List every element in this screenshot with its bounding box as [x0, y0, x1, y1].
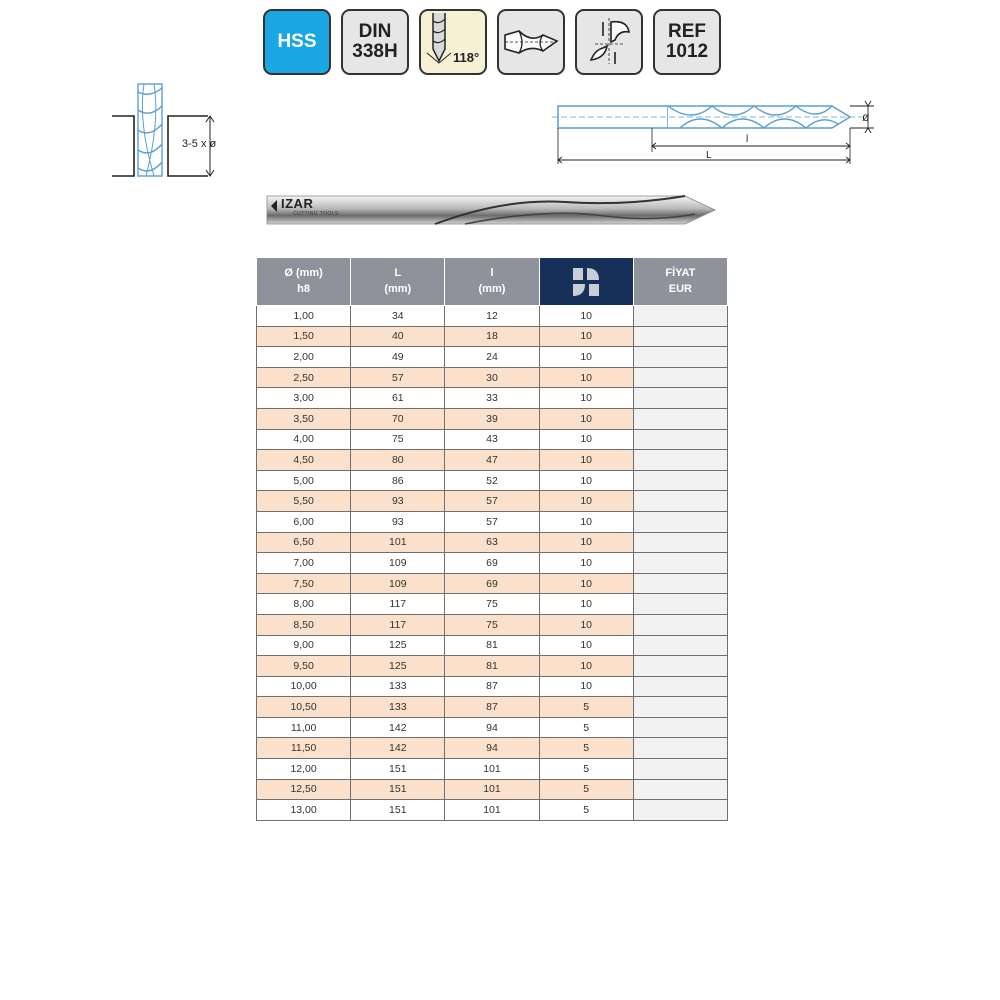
cell-total-length: 34 [351, 306, 445, 327]
header-diameter-line2: h8 [297, 282, 311, 295]
table-row [257, 470, 728, 491]
cell-total-length: 70 [351, 408, 445, 429]
cell-total-length: 49 [351, 347, 445, 368]
cell-diameter: 12,50 [257, 779, 351, 800]
cell-package-quantity: 10 [539, 491, 633, 512]
standard-line2: 338H [352, 41, 398, 62]
cell-package-quantity: 10 [539, 450, 633, 471]
table-row [257, 635, 728, 656]
cell-flute-length: 47 [445, 450, 539, 471]
cell-price[interactable] [633, 347, 727, 368]
cell-flute-length: 12 [445, 306, 539, 327]
cutting-edge-badge [575, 9, 643, 75]
cell-package-quantity: 10 [539, 306, 633, 327]
table-row [257, 717, 728, 738]
cell-total-length: 101 [351, 532, 445, 553]
cell-flute-length: 101 [445, 800, 539, 821]
cell-flute-length: 57 [445, 491, 539, 512]
cell-total-length: 117 [351, 594, 445, 615]
cell-package-quantity: 5 [539, 738, 633, 759]
cell-package-quantity: 10 [539, 367, 633, 388]
cell-total-length: 40 [351, 326, 445, 347]
ref-line1: REF [668, 21, 706, 43]
table-row [257, 306, 728, 327]
standard-line1: DIN [358, 21, 392, 43]
package-quantity-icon [568, 264, 604, 300]
cell-package-quantity: 10 [539, 676, 633, 697]
ref-badge [653, 9, 721, 75]
din-standard-badge [341, 9, 409, 75]
table-row [257, 800, 728, 821]
cell-flute-length: 81 [445, 635, 539, 656]
cell-package-quantity: 10 [539, 470, 633, 491]
table-row [257, 511, 728, 532]
cell-total-length: 117 [351, 614, 445, 635]
cell-package-quantity: 5 [539, 779, 633, 800]
dim-diameter-label: ø [862, 110, 870, 124]
table-row [257, 697, 728, 718]
header-total-line1: L [394, 266, 402, 279]
cell-price[interactable] [633, 738, 727, 759]
cell-diameter: 10,50 [257, 697, 351, 718]
header-flute-length [445, 258, 539, 306]
point-angle-value: 118° [453, 50, 480, 65]
cell-diameter: 5,50 [257, 491, 351, 512]
cell-total-length: 151 [351, 800, 445, 821]
cell-diameter: 1,50 [257, 326, 351, 347]
header-diameter [257, 258, 351, 306]
cell-package-quantity: 5 [539, 759, 633, 780]
cell-price[interactable] [633, 676, 727, 697]
cell-flute-length: 75 [445, 594, 539, 615]
cell-flute-length: 87 [445, 676, 539, 697]
table-row [257, 367, 728, 388]
cell-price[interactable] [633, 573, 727, 594]
cell-price[interactable] [633, 450, 727, 471]
cell-price[interactable] [633, 326, 727, 347]
cell-flute-length: 101 [445, 779, 539, 800]
cell-diameter: 8,00 [257, 594, 351, 615]
cell-package-quantity: 10 [539, 388, 633, 409]
cell-total-length: 109 [351, 553, 445, 574]
cell-package-quantity: 10 [539, 429, 633, 450]
header-diameter-line1: Ø (mm) [284, 266, 323, 279]
cell-flute-length: 33 [445, 388, 539, 409]
table-row [257, 614, 728, 635]
cell-package-quantity: 10 [539, 635, 633, 656]
cell-total-length: 93 [351, 511, 445, 532]
cell-price[interactable] [633, 614, 727, 635]
cell-flute-length: 94 [445, 717, 539, 738]
drill-photo [265, 192, 717, 228]
header-flute-line1: l [490, 266, 494, 279]
cell-total-length: 151 [351, 759, 445, 780]
table-row [257, 553, 728, 574]
cell-package-quantity: 10 [539, 573, 633, 594]
table-row [257, 408, 728, 429]
cell-price[interactable] [633, 511, 727, 532]
header-total-line2: (mm) [384, 282, 412, 295]
dim-flute-label: l [746, 134, 749, 145]
cell-price[interactable] [633, 470, 727, 491]
cell-diameter: 4,00 [257, 429, 351, 450]
cell-diameter: 6,50 [257, 532, 351, 553]
header-price [633, 258, 727, 306]
header-flute-line2: (mm) [478, 282, 506, 295]
cell-diameter: 7,00 [257, 553, 351, 574]
table-row [257, 573, 728, 594]
header-price-line1: FİYAT [665, 266, 696, 279]
table-row [257, 779, 728, 800]
cell-diameter: 11,00 [257, 717, 351, 738]
cell-price[interactable] [633, 635, 727, 656]
drill-spec-table [256, 257, 728, 821]
cell-total-length: 125 [351, 656, 445, 677]
brand-logo-text: IZAR [281, 196, 314, 211]
cell-package-quantity: 10 [539, 326, 633, 347]
cell-flute-length: 69 [445, 553, 539, 574]
cell-diameter: 4,50 [257, 450, 351, 471]
table-body [257, 306, 728, 821]
drill-dimension-drawing [552, 100, 882, 168]
header-price-line2: EUR [668, 282, 692, 295]
cell-flute-length: 52 [445, 470, 539, 491]
drill-bit-image [265, 192, 717, 228]
cell-price[interactable] [633, 697, 727, 718]
cell-price[interactable] [633, 388, 727, 409]
table-row [257, 759, 728, 780]
cell-flute-length: 75 [445, 614, 539, 635]
cell-flute-length: 94 [445, 738, 539, 759]
cell-diameter: 7,50 [257, 573, 351, 594]
cell-diameter: 13,00 [257, 800, 351, 821]
cell-total-length: 80 [351, 450, 445, 471]
cell-total-length: 109 [351, 573, 445, 594]
cell-diameter: 3,50 [257, 408, 351, 429]
cell-diameter: 10,00 [257, 676, 351, 697]
hss-badge [263, 9, 331, 75]
cell-diameter: 6,00 [257, 511, 351, 532]
cell-price[interactable] [633, 594, 727, 615]
cell-price[interactable] [633, 532, 727, 553]
cell-total-length: 142 [351, 717, 445, 738]
cell-package-quantity: 5 [539, 717, 633, 738]
twist-flute-icon [501, 17, 561, 67]
cell-package-quantity: 10 [539, 511, 633, 532]
point-angle-badge [419, 9, 487, 75]
cell-diameter: 5,00 [257, 470, 351, 491]
cell-flute-length: 39 [445, 408, 539, 429]
cell-total-length: 57 [351, 367, 445, 388]
cell-package-quantity: 10 [539, 532, 633, 553]
table-row [257, 738, 728, 759]
cell-total-length: 142 [351, 738, 445, 759]
cell-package-quantity: 10 [539, 553, 633, 574]
drilling-depth-diagram [108, 82, 230, 182]
cell-diameter: 3,00 [257, 388, 351, 409]
cell-price[interactable] [633, 491, 727, 512]
cell-flute-length: 63 [445, 532, 539, 553]
table-row [257, 450, 728, 471]
cell-diameter: 9,00 [257, 635, 351, 656]
cell-total-length: 133 [351, 676, 445, 697]
cell-total-length: 151 [351, 779, 445, 800]
table-row [257, 594, 728, 615]
cell-diameter: 12,00 [257, 759, 351, 780]
cell-package-quantity: 5 [539, 800, 633, 821]
table-row [257, 656, 728, 677]
material-label: HSS [277, 31, 317, 53]
cell-flute-length: 30 [445, 367, 539, 388]
table-row [257, 347, 728, 368]
cell-flute-length: 18 [445, 326, 539, 347]
cell-total-length: 86 [351, 470, 445, 491]
table-header-row [257, 258, 728, 306]
drilling-depth-label: 3-5 x ø [182, 138, 217, 150]
flute-type-badge [497, 9, 565, 75]
cell-price[interactable] [633, 800, 727, 821]
cell-price[interactable] [633, 717, 727, 738]
table-row [257, 326, 728, 347]
cell-diameter: 1,00 [257, 306, 351, 327]
header-total-length [351, 258, 445, 306]
cell-total-length: 61 [351, 388, 445, 409]
cell-total-length: 125 [351, 635, 445, 656]
cell-package-quantity: 5 [539, 697, 633, 718]
cell-total-length: 93 [351, 491, 445, 512]
cell-diameter: 9,50 [257, 656, 351, 677]
table-row [257, 491, 728, 512]
cell-price[interactable] [633, 306, 727, 327]
table-row [257, 388, 728, 409]
cell-package-quantity: 10 [539, 408, 633, 429]
cell-diameter: 2,00 [257, 347, 351, 368]
table-row [257, 676, 728, 697]
cell-flute-length: 57 [445, 511, 539, 532]
cell-diameter: 2,50 [257, 367, 351, 388]
cell-flute-length: 81 [445, 656, 539, 677]
cell-flute-length: 87 [445, 697, 539, 718]
cell-flute-length: 24 [445, 347, 539, 368]
cell-diameter: 8,50 [257, 614, 351, 635]
cell-package-quantity: 10 [539, 347, 633, 368]
cell-flute-length: 43 [445, 429, 539, 450]
brand-tagline: CUTTING TOOLS [293, 211, 339, 217]
cell-package-quantity: 10 [539, 656, 633, 677]
table-row [257, 532, 728, 553]
cell-price[interactable] [633, 408, 727, 429]
cell-flute-length: 69 [445, 573, 539, 594]
cell-package-quantity: 10 [539, 594, 633, 615]
cell-price[interactable] [633, 367, 727, 388]
cell-price[interactable] [633, 779, 727, 800]
cell-price[interactable] [633, 553, 727, 574]
cell-package-quantity: 10 [539, 614, 633, 635]
cell-flute-length: 101 [445, 759, 539, 780]
cell-price[interactable] [633, 656, 727, 677]
header-package-quantity [539, 258, 633, 306]
cell-diameter: 11,50 [257, 738, 351, 759]
dim-total-label: L [706, 150, 712, 161]
cell-price[interactable] [633, 759, 727, 780]
table-row [257, 429, 728, 450]
cell-price[interactable] [633, 429, 727, 450]
ref-line2: 1012 [665, 41, 709, 62]
cutting-edge-icon [579, 14, 639, 70]
cell-total-length: 75 [351, 429, 445, 450]
cell-total-length: 133 [351, 697, 445, 718]
